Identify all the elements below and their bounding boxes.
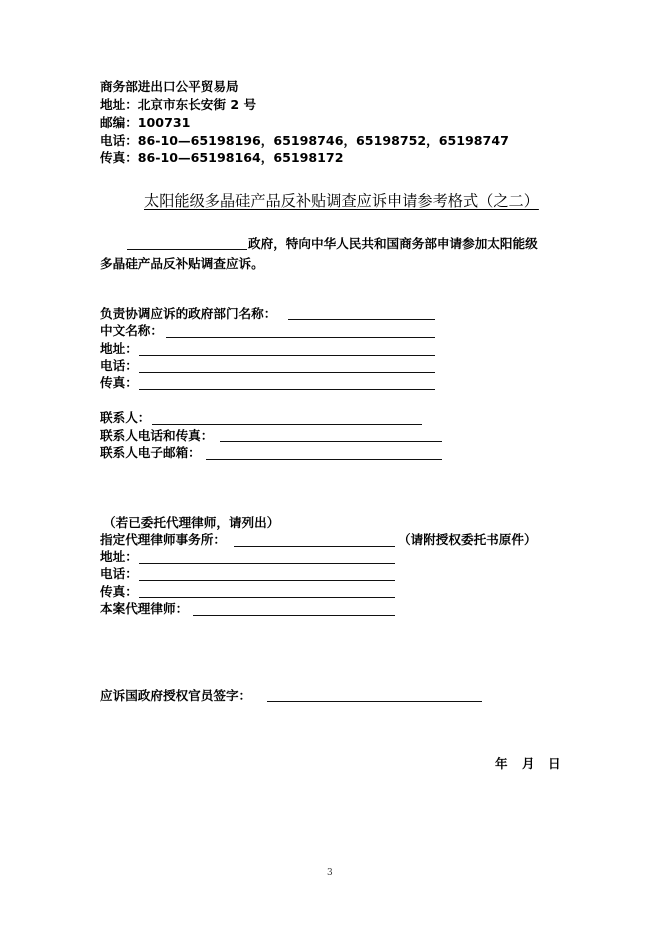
lawyer-address-label: 地址： bbox=[100, 549, 138, 564]
lawyer-fax-field[interactable] bbox=[139, 597, 395, 598]
chinese-name-field[interactable] bbox=[166, 337, 435, 338]
chinese-name-label: 中文名称： bbox=[100, 323, 163, 338]
lawyer-note: （若已委托代理律师，请列出） bbox=[103, 515, 280, 530]
header-phone: 电话：86-10—65198196，65198746，65198752，65198747 bbox=[100, 133, 509, 148]
header-fax: 传真：86-10—65198164，65198172 bbox=[100, 150, 344, 165]
page-number: 3 bbox=[327, 868, 333, 878]
law-firm-field[interactable] bbox=[234, 546, 395, 547]
contact-email-field[interactable] bbox=[206, 459, 442, 460]
contact-phone-fax-field[interactable] bbox=[220, 441, 442, 442]
gov-address-field[interactable] bbox=[139, 355, 435, 356]
law-firm-label: 指定代理律师事务所： bbox=[100, 532, 226, 547]
lawyer-phone-label: 电话： bbox=[100, 566, 138, 581]
signature-field[interactable] bbox=[267, 701, 482, 702]
attorney-field[interactable] bbox=[193, 615, 395, 616]
law-firm-note: （请附授权委托书原件） bbox=[398, 532, 537, 547]
header-org: 商务部进出口公平贸易局 bbox=[100, 79, 239, 94]
dept-name-field[interactable] bbox=[288, 319, 435, 320]
intro-line-1: 政府，特向中华人民共和国商务部申请参加太阳能级 bbox=[248, 236, 538, 251]
contact-label: 联系人： bbox=[100, 410, 151, 425]
intro-line-2: 多晶硅产品反补贴调查应诉。 bbox=[100, 256, 264, 271]
date-year: 年 bbox=[495, 756, 508, 771]
gov-phone-label: 电话： bbox=[100, 358, 138, 373]
lawyer-address-field[interactable] bbox=[139, 563, 395, 564]
gov-phone-field[interactable] bbox=[139, 372, 435, 373]
gov-address-label: 地址： bbox=[100, 341, 138, 356]
contact-phone-fax-label: 联系人电话和传真： bbox=[100, 428, 214, 443]
lawyer-fax-label: 传真： bbox=[100, 584, 138, 599]
contact-email-label: 联系人电子邮箱： bbox=[100, 445, 201, 460]
lawyer-phone-field[interactable] bbox=[139, 580, 395, 581]
gov-fax-field[interactable] bbox=[139, 389, 435, 390]
dept-label: 负责协调应诉的政府部门名称： bbox=[100, 306, 277, 321]
signature-label: 应诉国政府授权官员签字： bbox=[100, 688, 252, 703]
header-postcode: 邮编：100731 bbox=[100, 115, 191, 130]
date-day: 日 bbox=[548, 756, 561, 771]
attorney-label: 本案代理律师： bbox=[100, 601, 189, 616]
gov-fax-label: 传真： bbox=[100, 375, 138, 390]
document-title: 太阳能级多晶硅产品反补贴调查应诉申请参考格式（之二） bbox=[144, 192, 539, 210]
government-name-blank[interactable] bbox=[127, 249, 247, 250]
contact-field[interactable] bbox=[152, 424, 422, 425]
header-address: 地址：北京市东长安街 2 号 bbox=[100, 97, 257, 112]
date-month: 月 bbox=[522, 756, 535, 771]
